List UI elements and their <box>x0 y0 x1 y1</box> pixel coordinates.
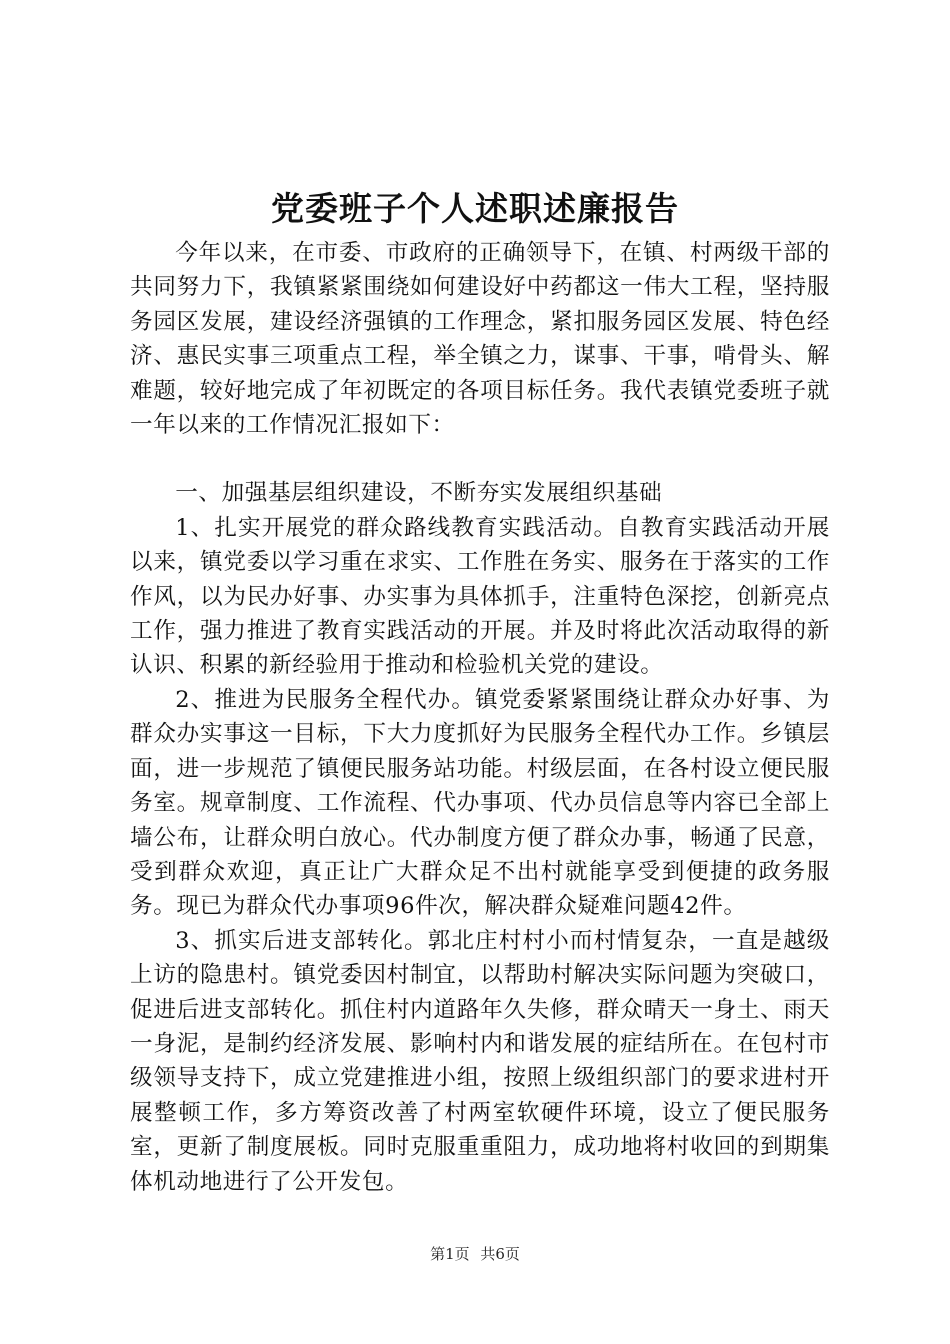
section-item-3: 3、抓实后进支部转化。郭北庄村村小而村情复杂，一直是越级上访的隐患村。镇党委因村制宜，以帮助村解决实际问题为突破口，促进后进支部转化。抓住村内道路年久失修，群众晴天一身土、雨天一身泥，是制约经济发展、影响村内和谐发展的症结所在。在包村市级领导支持下，成立党建推进小组，按照上级组织部门的要求进村开展整顿工作，多方筹资改善了村两室软硬件环境，设立了便民服务室，更新了制度展板。同时克服重重阻力，成功地将村收回的到期集体机动地进行了公开发包。 <box>130 927 830 1195</box>
intro-paragraph: 今年以来，在市委、市政府的正确领导下，在镇、村两级干部的共同努力下，我镇紧紧围绕如何建设好中药都这一伟大工程，坚持服务园区发展，建设经济强镇的工作理念，紧扣服务园区发展、特色经济、惠民实事三项重点工程，举全镇之力，谋事、干事，啃骨头、解难题，较好地完成了年初既定的各项目标任务。我代表镇党委班子就一年以来的工作情况汇报如下： <box>130 240 830 439</box>
section-heading: 一、加强基层组织建设，不断夯实发展组织基础 <box>175 480 663 507</box>
document-body <box>130 236 830 1199</box>
page-number: 第1页 <box>430 1245 470 1263</box>
section-item-2: 2、推进为民服务全程代办。镇党委紧紧围绕让群众办好事、为群众办实事这一目标，下大力度抓好为民服务全程代办工作。乡镇层面，进一步规范了镇便民服务站功能。村级层面，在各村设立便民服务室。规章制度、工作流程、代办事项、代办员信息等内容已全部上墙公布，让群众明白放心。代办制度方便了群众办事，畅通了民意，受到群众欢迎，真正让广大群众足不出村就能享受到便捷的政务服务。现已为群众代办事项96件次，解决群众疑难问题42件。 <box>130 686 830 920</box>
page-footer <box>0 1244 950 1264</box>
page-total: 共6页 <box>480 1245 520 1263</box>
document-title: 党委班子个人述职述廉报告 <box>271 189 679 228</box>
section-item-1: 1、扎实开展党的群众路线教育实践活动。自教育实践活动开展以来，镇党委以学习重在求实、工作胜在务实、服务在于落实的工作作风，以为民办好事、办实事为具体抓手，注重特色深挖，创新亮点工作，强力推进了教育实践活动的开展。并及时将此次活动取得的新认识、积累的新经验用于推动和检验机关党的建设。 <box>130 514 830 679</box>
